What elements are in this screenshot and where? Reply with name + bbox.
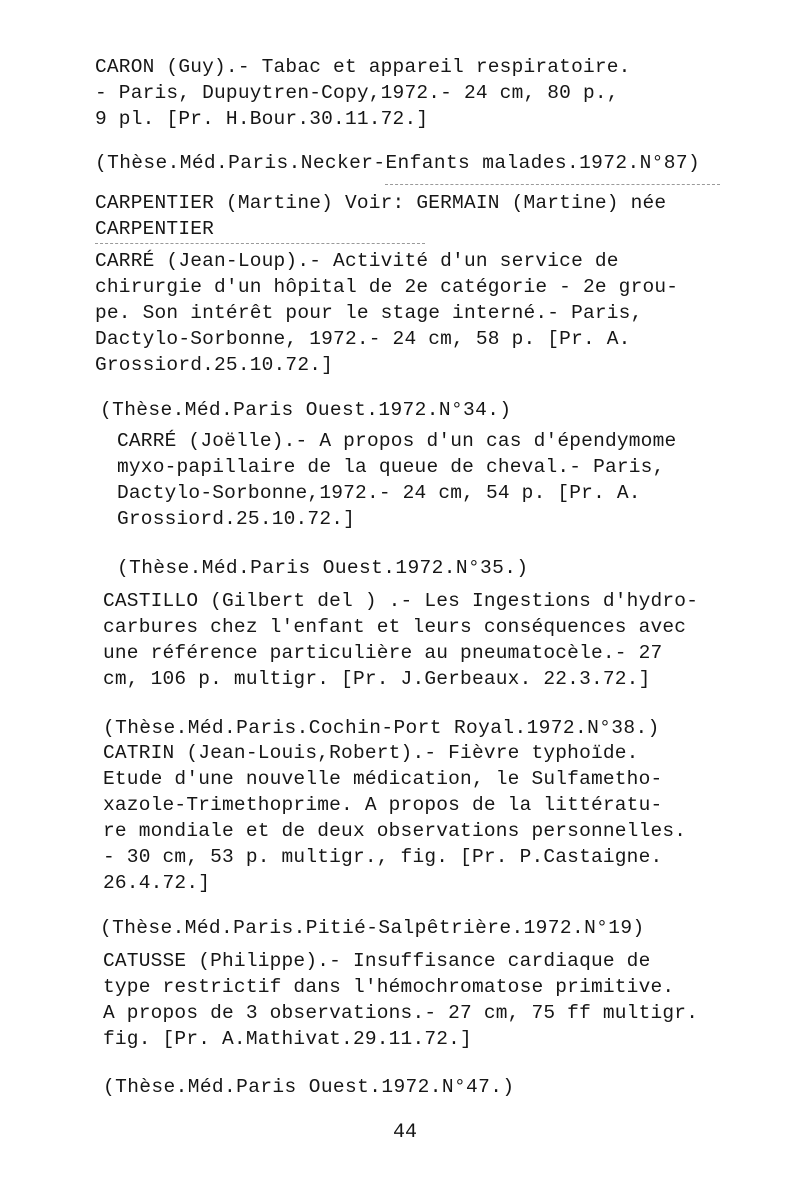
entry-line: CARPENTIER xyxy=(95,218,215,240)
separator-rule xyxy=(95,243,425,244)
bibliography-entry xyxy=(95,190,735,242)
entry-line: CARRÉ (Jean-Loup).- Activité d'un service de xyxy=(95,250,619,272)
entry-line: 9 pl. [Pr. H.Bour.30.11.72.] xyxy=(95,108,429,130)
entry-line: CATRIN (Jean-Louis,Robert).- Fièvre typhoïde. xyxy=(103,742,639,764)
thesis-reference: (Thèse.Méd.Paris.Necker-Enfants malades.1972.N°87) xyxy=(95,152,701,174)
thesis-reference: (Thèse.Méd.Paris.Cochin-Port Royal.1972.N°38.) xyxy=(103,717,660,739)
bibliography-entry xyxy=(117,428,757,532)
entry-line: re mondiale et de deux observations personnelles. xyxy=(103,820,687,842)
bibliography-entry xyxy=(103,740,743,896)
entry-line: cm, 106 p. multigr. [Pr. J.Gerbeaux. 22.3.72.] xyxy=(103,668,651,690)
entry-line: Etude d'une nouvelle médication, le Sulfametho- xyxy=(103,768,663,790)
entry-line: CARON (Guy).- Tabac et appareil respiratoire. xyxy=(95,56,631,78)
entry-line: Grossiord.25.10.72.] xyxy=(117,508,356,530)
thesis-reference: (Thèse.Méd.Paris.Pitié-Salpêtrière.1972.N°19) xyxy=(100,917,645,939)
entry-line: xazole-Trimethoprime. A propos de la littératu- xyxy=(103,794,663,816)
entry-line: CARPENTIER (Martine) Voir: GERMAIN (Martine) née xyxy=(95,192,667,214)
entry-line: Grossiord.25.10.72.] xyxy=(95,354,334,376)
entry-line: - Paris, Dupuytren-Copy,1972.- 24 cm, 80 p., xyxy=(95,82,619,104)
bibliography-entry xyxy=(103,588,743,692)
bibliography-entry xyxy=(95,248,735,378)
entry-line: fig. [Pr. A.Mathivat.29.11.72.] xyxy=(103,1028,472,1050)
entry-line: Dactylo-Sorbonne,1972.- 24 cm, 54 p. [Pr. A. xyxy=(117,482,641,504)
entry-line: type restrictif dans l'hémochromatose primitive. xyxy=(103,976,675,998)
entry-line: une référence particulière au pneumatocèle.- 27 xyxy=(103,642,663,664)
entry-line: 26.4.72.] xyxy=(103,872,211,894)
entry-line: A propos de 3 observations.- 27 cm, 75 ff multigr. xyxy=(103,1002,699,1024)
page-number: 44 xyxy=(393,1121,418,1144)
entry-line: chirurgie d'un hôpital de 2e catégorie - 2e grou- xyxy=(95,276,679,298)
entry-line: CARRÉ (Joëlle).- A propos d'un cas d'épendymome xyxy=(117,430,677,452)
entry-line: pe. Son intérêt pour le stage interné.- Paris, xyxy=(95,302,643,324)
bibliography-entry xyxy=(95,54,735,132)
entry-line: CASTILLO (Gilbert del ) .- Les Ingestions d'hydro- xyxy=(103,590,699,612)
entry-line: myxo-papillaire de la queue de cheval.- Paris, xyxy=(117,456,665,478)
entry-line: Dactylo-Sorbonne, 1972.- 24 cm, 58 p. [Pr. A. xyxy=(95,328,631,350)
separator-rule xyxy=(385,184,720,185)
entry-line: carbures chez l'enfant et leurs conséquences avec xyxy=(103,616,687,638)
thesis-reference: (Thèse.Méd.Paris Ouest.1972.N°47.) xyxy=(103,1076,515,1098)
bibliography-entry xyxy=(103,948,743,1052)
entry-line: - 30 cm, 53 p. multigr., fig. [Pr. P.Castaigne. xyxy=(103,846,663,868)
thesis-reference: (Thèse.Méd.Paris Ouest.1972.N°34.) xyxy=(100,399,512,421)
entry-line: CATUSSE (Philippe).- Insuffisance cardiaque de xyxy=(103,950,651,972)
thesis-reference: (Thèse.Méd.Paris Ouest.1972.N°35.) xyxy=(117,557,529,579)
